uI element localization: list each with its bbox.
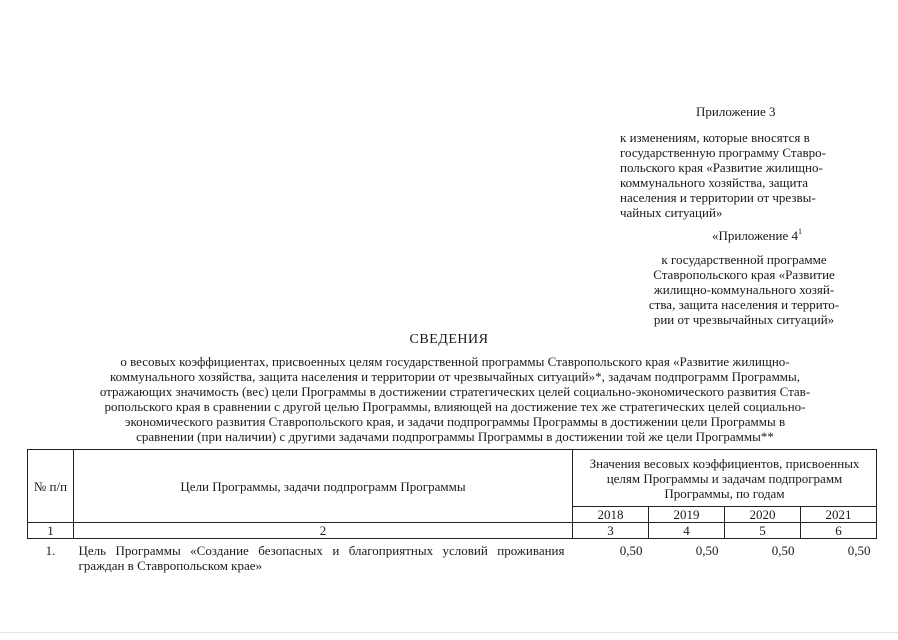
row-value: 0,50	[619, 543, 643, 558]
header-year: 2018	[573, 507, 649, 523]
weights-table	[27, 449, 877, 573]
intro-line: экономического развития Ставропольского края, и задачи подпрограммы Программы в достижении цели Программы в	[124, 414, 786, 429]
column-number: 1	[28, 523, 74, 539]
header-goals: Цели Программы, задачи подпрограмм Программы	[74, 450, 573, 523]
header-year: 2020	[725, 507, 801, 523]
table-column-numbers-row	[28, 523, 877, 539]
row-number: 1.	[45, 543, 56, 558]
column-number: 5	[725, 523, 801, 539]
appendix-line: польского края «Развитие жилищно-	[620, 160, 823, 175]
table-header-row	[28, 450, 877, 507]
inner-appendix-label	[652, 228, 802, 243]
row-value: 0,50	[847, 543, 871, 558]
inner-appendix-line: ства, защита населения и террито-	[648, 297, 840, 312]
table-row	[28, 539, 877, 574]
column-number: 2	[74, 523, 573, 539]
document-intro	[50, 354, 860, 444]
intro-line: о весовых коэффициентах, присвоенных целям государственной программы Ставропольского края «Развитие жилищно-	[120, 354, 790, 369]
document-title: СВЕДЕНИЯ	[409, 332, 489, 347]
appendix-label: Приложение 3	[696, 104, 776, 119]
appendix-line: к изменениям, которые вносятся в	[620, 130, 810, 145]
inner-appendix-line: Ставропольского края «Развитие	[653, 267, 835, 282]
appendix-line: государственную программу Ставро-	[620, 145, 826, 160]
appendix-description	[620, 130, 866, 220]
row-goal-text: Цель Программы «Создание безопасных и благоприятных условий проживания граждан в Ставропольском крае»	[78, 543, 565, 573]
inner-appendix-description	[632, 252, 856, 327]
header-year: 2021	[801, 507, 877, 523]
inner-appendix-line: жилищно-коммунального хозяй-	[653, 282, 835, 297]
intro-line: коммунального хозяйства, защита населения и территории от чрезвычайных ситуаций»*, задачам подпрограмм Программы,	[109, 369, 801, 384]
column-number: 4	[649, 523, 725, 539]
intro-line: отражающих значимость (вес) цели Программы в достижении стратегических целей социально-экономического развития Став-	[99, 384, 811, 399]
header-values: Значения весовых коэффициентов, присвоенных целям Программы и задачам подпрограмм Программы, по годам	[573, 450, 877, 507]
appendix-line: чайных ситуаций»	[620, 205, 723, 220]
header-num: № п/п	[28, 450, 74, 523]
inner-appendix-label-text: «Приложение 4	[711, 228, 798, 243]
column-number: 6	[801, 523, 877, 539]
column-number: 3	[573, 523, 649, 539]
appendix-line: населения и территории от чрезвы-	[620, 190, 816, 205]
row-value: 0,50	[695, 543, 719, 558]
header-year: 2019	[649, 507, 725, 523]
row-value: 0,50	[771, 543, 795, 558]
inner-appendix-superscript: 1	[798, 227, 802, 236]
appendix-line: коммунального хозяйства, защита	[620, 175, 809, 190]
intro-line: сравнении (при наличии) с другими задачами подпрограммы Программы в достижении той же цели Программы**	[136, 429, 774, 444]
intro-line: ропольского края в сравнении с другой целью Программы, влияющей на достижение тех же стратегических целей социально-	[104, 399, 806, 414]
inner-appendix-line: к государственной программе	[661, 252, 827, 267]
inner-appendix-line: рии от чрезвычайных ситуаций»	[653, 312, 835, 327]
page-bottom-rule	[0, 632, 898, 633]
